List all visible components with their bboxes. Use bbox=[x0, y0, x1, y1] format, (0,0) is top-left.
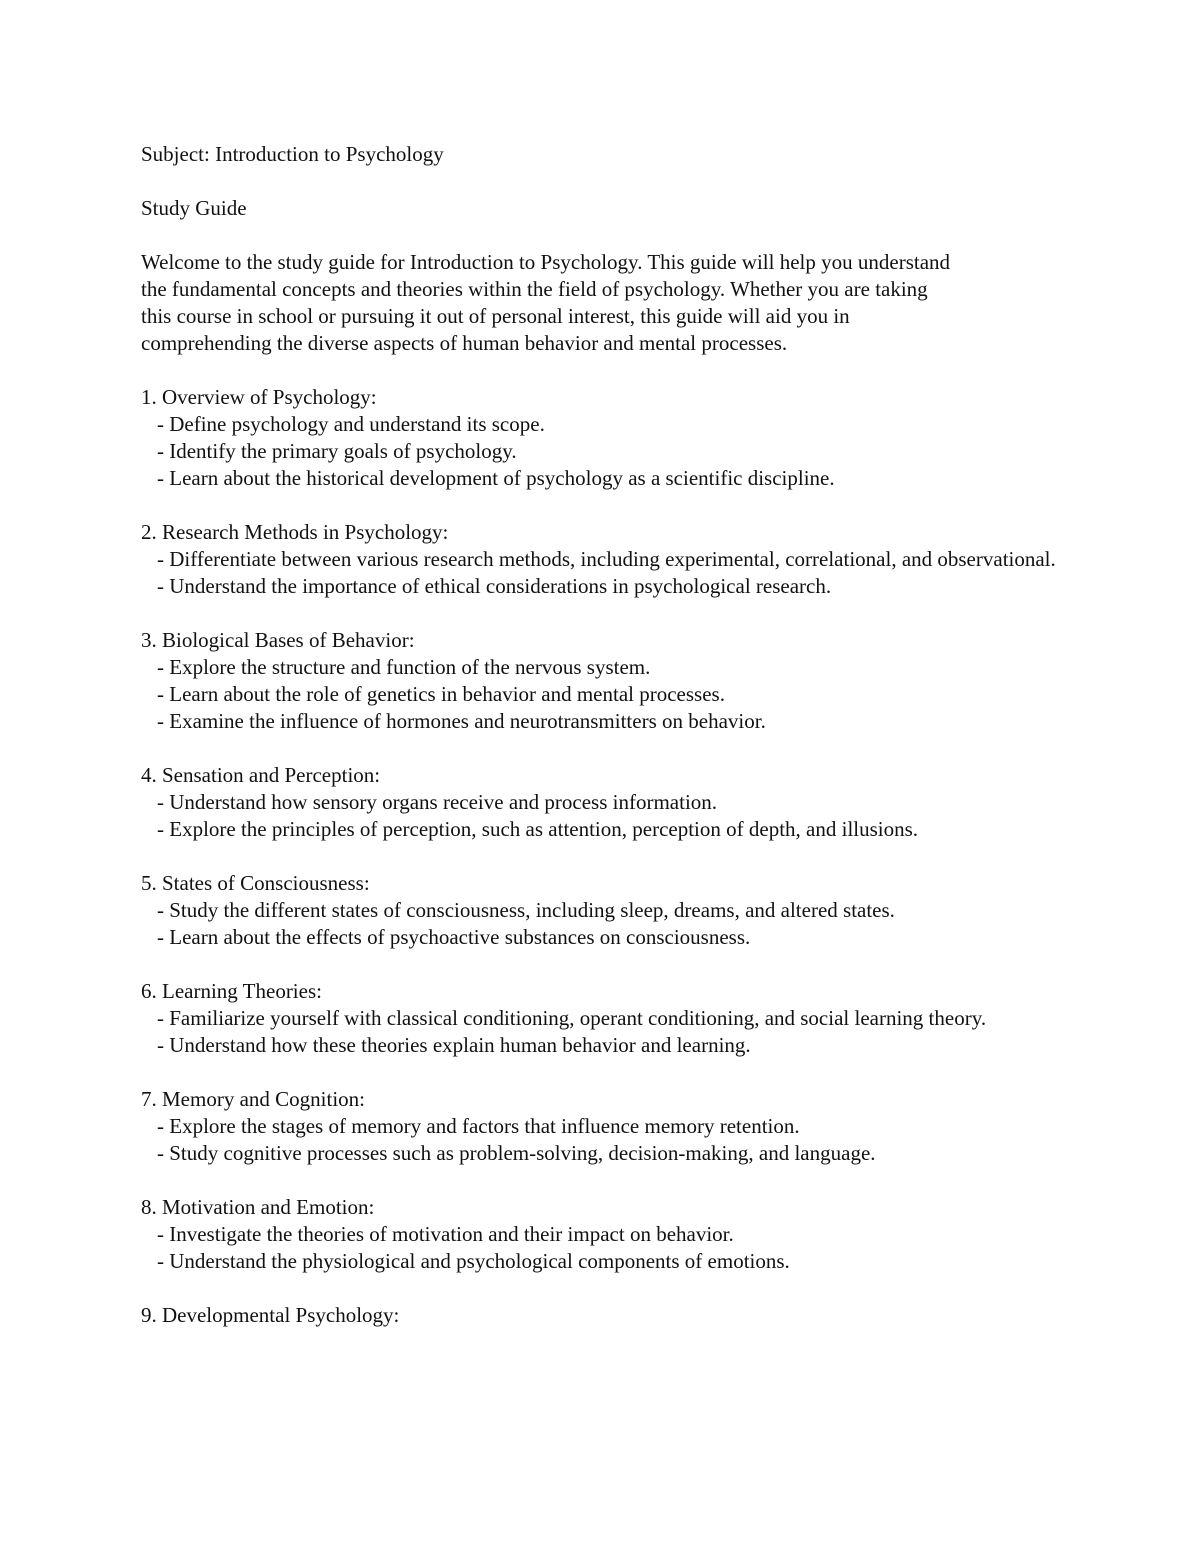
section-item: - Identify the primary goals of psychology. bbox=[157, 439, 517, 463]
document-page bbox=[141, 141, 1061, 1329]
intro-paragraph bbox=[141, 249, 1061, 357]
section-item: - Explore the structure and function of the nervous system. bbox=[157, 655, 651, 679]
section-learning-theories bbox=[141, 978, 1061, 1059]
section-sensation-perception bbox=[141, 762, 1061, 843]
intro-line: this course in school or pursuing it out of personal interest, this guide will aid you in bbox=[141, 304, 850, 328]
section-item: - Differentiate between various research methods, including experimental, correlational, and observational. bbox=[157, 547, 1056, 571]
section-heading: 9. Developmental Psychology: bbox=[141, 1303, 400, 1327]
section-item: - Learn about the effects of psychoactive substances on consciousness. bbox=[157, 925, 751, 949]
guide-title: Study Guide bbox=[141, 196, 247, 220]
section-heading: 4. Sensation and Perception: bbox=[141, 763, 381, 787]
section-item: - Learn about the role of genetics in behavior and mental processes. bbox=[157, 682, 725, 706]
section-item: - Explore the stages of memory and factors that influence memory retention. bbox=[157, 1114, 800, 1138]
section-item: - Learn about the historical development of psychology as a scientific discipline. bbox=[157, 466, 835, 490]
section-heading: 3. Biological Bases of Behavior: bbox=[141, 628, 415, 652]
section-research-methods bbox=[141, 519, 1061, 600]
section-heading: 7. Memory and Cognition: bbox=[141, 1087, 365, 1111]
section-item: - Understand the physiological and psychological components of emotions. bbox=[157, 1249, 790, 1273]
section-item: - Explore the principles of perception, such as attention, perception of depth, and illusions. bbox=[157, 817, 919, 841]
section-motivation-emotion bbox=[141, 1194, 1061, 1275]
section-item: - Examine the influence of hormones and neurotransmitters on behavior. bbox=[157, 709, 766, 733]
section-developmental bbox=[141, 1302, 1061, 1329]
section-item: - Define psychology and understand its scope. bbox=[157, 412, 545, 436]
section-heading: 1. Overview of Psychology: bbox=[141, 385, 377, 409]
section-heading: 2. Research Methods in Psychology: bbox=[141, 520, 449, 544]
spacer bbox=[141, 357, 1061, 384]
section-consciousness bbox=[141, 870, 1061, 951]
spacer bbox=[141, 168, 1061, 195]
section-biological-bases bbox=[141, 627, 1061, 735]
section-heading: 6. Learning Theories: bbox=[141, 979, 322, 1003]
intro-line: comprehending the diverse aspects of human behavior and mental processes. bbox=[141, 331, 788, 355]
section-item: - Study cognitive processes such as problem-solving, decision-making, and language. bbox=[157, 1141, 876, 1165]
section-memory-cognition bbox=[141, 1086, 1061, 1167]
section-item: - Understand the importance of ethical considerations in psychological research. bbox=[157, 574, 832, 598]
intro-line: the fundamental concepts and theories within the field of psychology. Whether you are taking bbox=[141, 277, 928, 301]
section-heading: 8. Motivation and Emotion: bbox=[141, 1195, 375, 1219]
section-item: - Familiarize yourself with classical conditioning, operant conditioning, and social learning theory. bbox=[157, 1006, 987, 1030]
section-item: - Understand how sensory organs receive and process information. bbox=[157, 790, 718, 814]
section-item: - Investigate the theories of motivation and their impact on behavior. bbox=[157, 1222, 734, 1246]
section-item: - Study the different states of consciousness, including sleep, dreams, and altered states. bbox=[157, 898, 895, 922]
intro-line: Welcome to the study guide for Introduction to Psychology. This guide will help you understand bbox=[141, 250, 951, 274]
subject-line: Subject: Introduction to Psychology bbox=[141, 142, 444, 166]
section-heading: 5. States of Consciousness: bbox=[141, 871, 370, 895]
section-item: - Understand how these theories explain human behavior and learning. bbox=[157, 1033, 751, 1057]
section-overview bbox=[141, 384, 1061, 492]
spacer bbox=[141, 222, 1061, 249]
